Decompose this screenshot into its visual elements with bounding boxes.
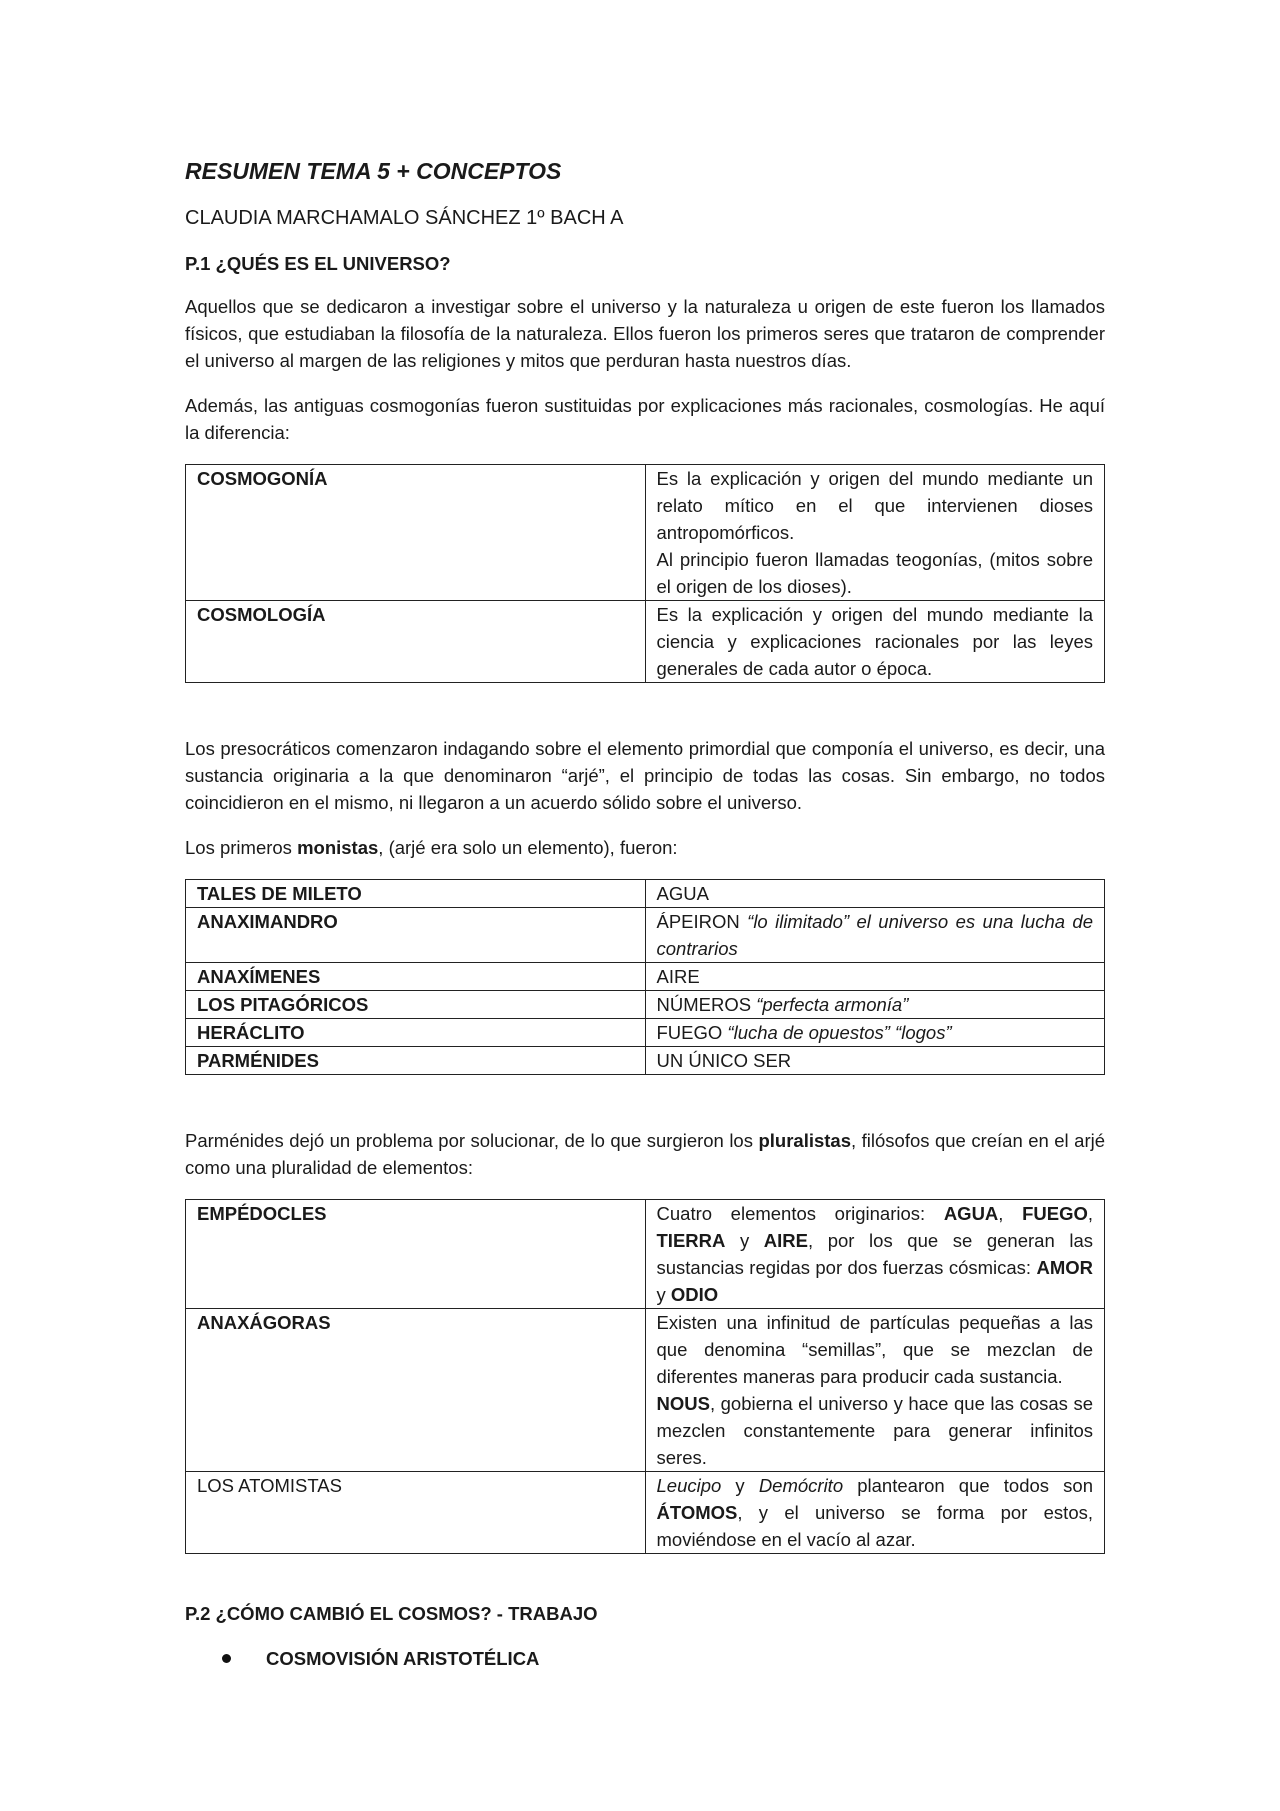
philosopher-cell: LOS PITAGÓRICOS bbox=[186, 991, 646, 1019]
definition-cell bbox=[645, 601, 1105, 683]
text: Parménides dejó un problema por solucionar, de lo que surgieron los bbox=[185, 1130, 759, 1151]
definition-text: Al principio fueron llamadas teogonías, (mitos sobre el origen de los dioses). bbox=[656, 549, 1093, 597]
text: y bbox=[721, 1475, 759, 1496]
arje-cell bbox=[645, 991, 1105, 1019]
arje-cell bbox=[645, 963, 1105, 991]
text: UN ÚNICO SER bbox=[656, 1050, 792, 1071]
italic-text: “lucha de opuestos” “logos” bbox=[727, 1022, 952, 1043]
document-title: RESUMEN TEMA 5 + CONCEPTOS bbox=[185, 158, 562, 184]
text: Cuatro elementos originarios: bbox=[656, 1203, 944, 1224]
table-row bbox=[186, 1019, 1105, 1047]
bold-text: FUEGO bbox=[1022, 1203, 1088, 1224]
bold-text: AGUA bbox=[943, 1203, 999, 1224]
table-row bbox=[186, 1200, 1105, 1309]
bullet-item bbox=[185, 1645, 1105, 1672]
italic-text: “lo ilimitado” el universo es una lucha de contrarios bbox=[656, 911, 1093, 959]
definition-cell bbox=[645, 465, 1105, 601]
text: , bbox=[998, 1203, 1023, 1224]
term-cell: COSMOLOGÍA bbox=[186, 601, 646, 683]
table-row bbox=[186, 908, 1105, 963]
spacer bbox=[185, 701, 1105, 735]
arje-cell bbox=[645, 1047, 1105, 1075]
philosopher-cell: ANAXIMANDRO bbox=[186, 908, 646, 963]
philosopher-cell: LOS ATOMISTAS bbox=[186, 1472, 646, 1554]
text: plantearon que todos son bbox=[843, 1475, 1093, 1496]
bold-text: pluralistas bbox=[758, 1130, 852, 1151]
definition-text: Es la explicación y origen del mundo mediante la ciencia y explicaciones racionales por las leyes generales de cada autor o época. bbox=[656, 604, 1093, 679]
bold-text: AIRE bbox=[763, 1230, 808, 1251]
table-row bbox=[186, 465, 1105, 601]
text: , por los que se generan las sustancias regidas por dos fuerzas cósmicas: bbox=[656, 1230, 1093, 1278]
table-row bbox=[186, 991, 1105, 1019]
table-row bbox=[186, 880, 1105, 908]
text: y bbox=[656, 1284, 671, 1305]
table-row bbox=[186, 1047, 1105, 1075]
paragraph-pluralistas bbox=[185, 1127, 1105, 1181]
text: AIRE bbox=[656, 966, 700, 987]
table-row bbox=[186, 601, 1105, 683]
section2-heading: P.2 ¿CÓMO CAMBIÓ EL COSMOS? - TRABAJO bbox=[185, 1603, 598, 1624]
bold-text: AMOR bbox=[1036, 1257, 1093, 1278]
spacer bbox=[185, 1572, 1105, 1600]
table-monistas bbox=[185, 879, 1105, 1075]
italic-text: “perfecta armonía” bbox=[756, 994, 909, 1015]
bold-text: monistas bbox=[297, 837, 379, 858]
text: , gobierna el universo y hace que las cosas se mezclen constantemente para generar infinitos seres. bbox=[656, 1393, 1093, 1468]
document-author: CLAUDIA MARCHAMALO SÁNCHEZ 1º BACH A bbox=[185, 207, 624, 229]
text: ÁPEIRON bbox=[656, 911, 748, 932]
section1-heading: P.1 ¿QUÉS ES EL UNIVERSO? bbox=[185, 253, 451, 274]
italic-text: Demócrito bbox=[758, 1475, 844, 1496]
philosopher-cell: ANAXÍMENES bbox=[186, 963, 646, 991]
arje-cell bbox=[645, 1019, 1105, 1047]
italic-text: Leucipo bbox=[656, 1475, 722, 1496]
paragraph-cosmogonias: Además, las antiguas cosmogonías fueron sustituidas por explicaciones más racionales, cosmologías. He aquí la diferencia: bbox=[185, 395, 1105, 443]
philosopher-cell: ANAXÁGORAS bbox=[186, 1309, 646, 1472]
arje-cell bbox=[645, 908, 1105, 963]
text: Los primeros bbox=[185, 837, 298, 858]
arje-cell bbox=[645, 880, 1105, 908]
text: Existen una infinitud de partículas pequeñas a las que denomina “semillas”, que se mezclan de diferentes maneras para producir cada sustancia. bbox=[656, 1312, 1093, 1387]
bullet-text: COSMOVISIÓN ARISTOTÉLICA bbox=[266, 1648, 540, 1669]
table-row bbox=[186, 963, 1105, 991]
spacer bbox=[185, 1093, 1105, 1127]
description-cell bbox=[645, 1200, 1105, 1309]
philosopher-cell: HERÁCLITO bbox=[186, 1019, 646, 1047]
text: , (arjé era solo un elemento), fueron: bbox=[378, 837, 678, 858]
bold-text: ODIO bbox=[670, 1284, 719, 1305]
paragraph-presocraticos: Los presocráticos comenzaron indagando sobre el elemento primordial que componía el universo, es decir, una sustancia originaria a la que denominaron “arjé”, el principio de todas las cosas. Sin embargo, no todos coincidieron en el mismo, ni llegaron a un acuerdo sólido sobre el universo. bbox=[185, 738, 1105, 813]
text: y bbox=[725, 1230, 764, 1251]
table-row bbox=[186, 1309, 1105, 1472]
text: NÚMEROS bbox=[656, 994, 757, 1015]
bold-text: NOUS bbox=[656, 1393, 710, 1414]
philosopher-cell: PARMÉNIDES bbox=[186, 1047, 646, 1075]
bold-text: ÁTOMOS bbox=[656, 1502, 738, 1523]
description-cell bbox=[645, 1472, 1105, 1554]
paragraph-fisicos: Aquellos que se dedicaron a investigar sobre el universo y la naturaleza u origen de este fueron los llamados físicos, que estudiaban la filosofía de la naturaleza. Ellos fueron los primeros seres que trataron de comprender el universo al margen de las religiones y mitos que perduran hasta nuestros días. bbox=[185, 296, 1105, 371]
text: , y el universo se forma por estos, moviéndose en el vacío al azar. bbox=[656, 1502, 1093, 1550]
document-page bbox=[185, 150, 1105, 1672]
text: FUEGO bbox=[656, 1022, 728, 1043]
definition-text: Es la explicación y origen del mundo mediante un relato mítico en el que intervienen dioses antropomórficos. bbox=[656, 468, 1093, 543]
table-row bbox=[186, 1472, 1105, 1554]
table-cosmogonia-cosmologia bbox=[185, 464, 1105, 683]
philosopher-cell: TALES DE MILETO bbox=[186, 880, 646, 908]
text: , bbox=[1087, 1203, 1094, 1224]
bullet-icon bbox=[222, 1654, 231, 1663]
paragraph-monistas bbox=[185, 834, 1105, 861]
philosopher-cell: EMPÉDOCLES bbox=[186, 1200, 646, 1309]
text: AGUA bbox=[656, 883, 709, 904]
table-pluralistas bbox=[185, 1199, 1105, 1554]
bold-text: TIERRA bbox=[656, 1230, 726, 1251]
description-cell bbox=[645, 1309, 1105, 1472]
text: , filósofos que creían en el arjé como una pluralidad de elementos: bbox=[185, 1130, 1105, 1178]
term-cell: COSMOGONÍA bbox=[186, 465, 646, 601]
